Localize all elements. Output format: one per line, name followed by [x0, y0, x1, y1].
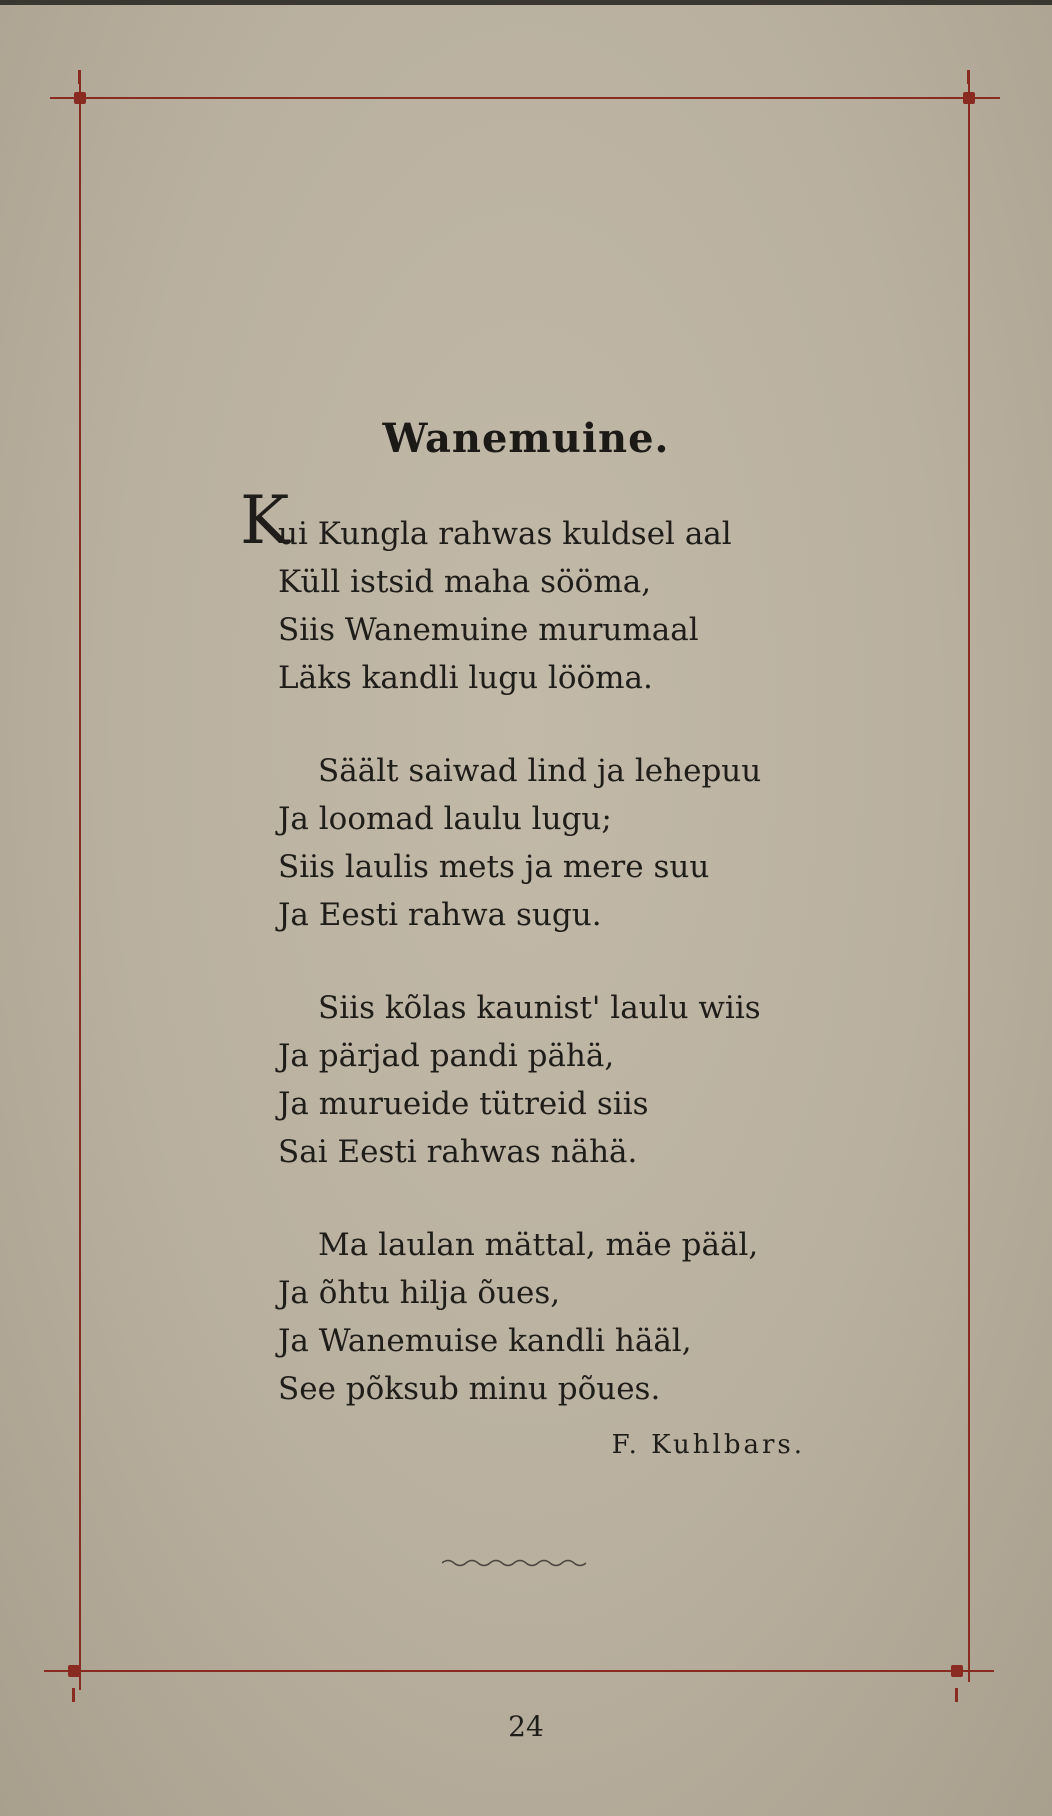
poem-line: Ja pärjad pandi pähä,	[278, 1038, 615, 1074]
poem-line: ui Kungla rahwas kuldsel aal	[278, 516, 732, 552]
border-top-rule	[50, 97, 1000, 99]
poem-line: Ja loomad laulu lugu;	[278, 801, 612, 837]
drop-capital: K	[240, 482, 290, 559]
poem-title: Wanemuine.	[382, 415, 670, 462]
border-corner-ornament	[951, 1665, 963, 1677]
stanza	[278, 1221, 838, 1413]
poem-line: Küll istsid maha sööma,	[278, 564, 652, 600]
stanza	[278, 510, 838, 702]
poem-line: Ja murueide tütreid siis	[278, 1086, 649, 1122]
poem-line: Siis laulis mets ja mere suu	[278, 849, 710, 885]
poem-line: Säält saiwad lind ja lehepuu	[318, 753, 762, 789]
poem-line: Ja Wanemuise kandli hääl,	[278, 1323, 692, 1359]
poem-line: Ma laulan mättal, mäe pääl,	[318, 1227, 759, 1263]
border-corner-ornament	[68, 1665, 80, 1677]
poem-line: Läks kandli lugu lööma.	[278, 660, 653, 696]
poem-body	[278, 510, 838, 1458]
stanza	[278, 747, 838, 939]
border-right-rule	[968, 72, 970, 1682]
wave-flourish-ornament	[442, 1558, 592, 1568]
poem-line: Ja Eesti rahwa sugu.	[278, 897, 602, 933]
poem-line: Sai Eesti rahwas nähä.	[278, 1134, 638, 1170]
border-corner-ornament	[74, 92, 86, 104]
border-bottom-rule	[44, 1670, 994, 1672]
author-signature: F. Kuhlbars.	[611, 1430, 805, 1460]
poem-line: Siis kõlas kaunist' laulu wiis	[318, 990, 761, 1026]
border-corner-tick	[78, 70, 81, 84]
border-corner-tick	[967, 70, 970, 84]
poem-line: See põksub minu põues.	[278, 1371, 661, 1407]
page-number: 24	[508, 1710, 544, 1743]
border-corner-ornament	[963, 92, 975, 104]
border-corner-tick	[955, 1688, 958, 1702]
stanza	[278, 984, 838, 1176]
scan-top-edge	[0, 0, 1052, 5]
border-left-rule	[79, 80, 81, 1690]
border-corner-tick	[72, 1688, 75, 1702]
poem-line: Siis Wanemuine murumaal	[278, 612, 699, 648]
poem-line: Ja õhtu hilja õues,	[278, 1275, 561, 1311]
